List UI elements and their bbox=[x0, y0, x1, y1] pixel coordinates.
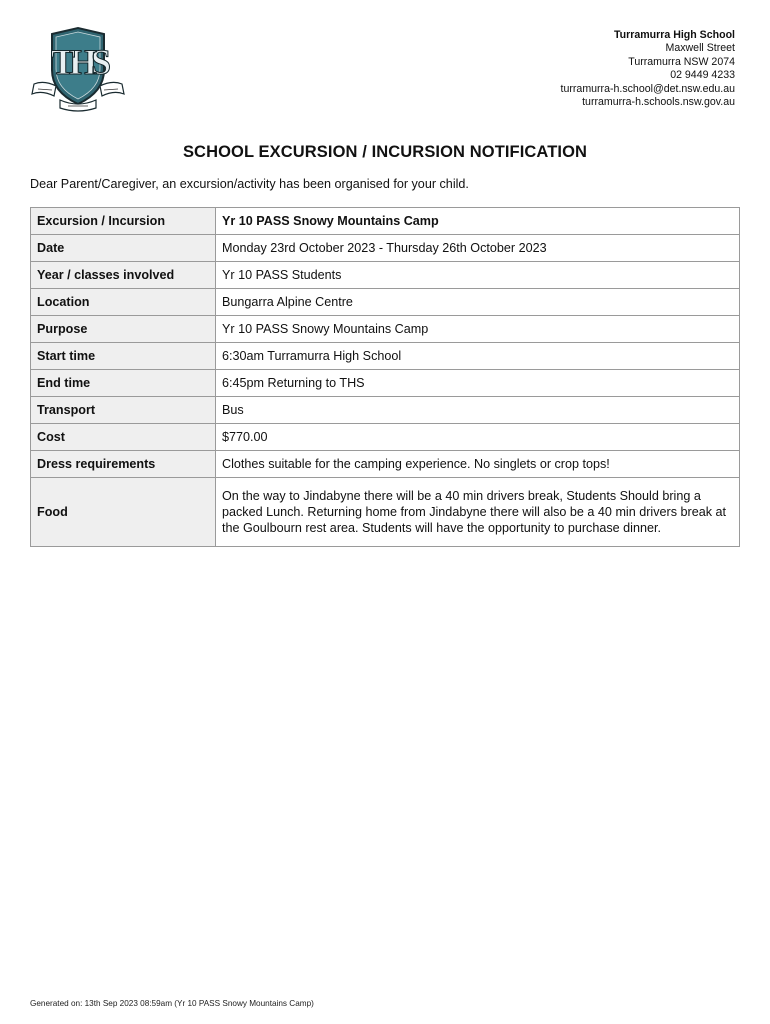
generated-footer: Generated on: 13th Sep 2023 08:59am (Yr 10 PASS Snowy Mountains Camp) bbox=[30, 999, 314, 1008]
row-label: Date bbox=[31, 235, 216, 262]
school-crest-icon bbox=[30, 26, 126, 112]
intro-text: Dear Parent/Caregiver, an excursion/activity has been organised for your child. bbox=[30, 177, 469, 191]
row-label: Dress requirements bbox=[31, 451, 216, 478]
row-value: 6:45pm Returning to THS bbox=[216, 370, 740, 397]
row-label: Location bbox=[31, 289, 216, 316]
row-label: Excursion / Incursion bbox=[31, 208, 216, 235]
table-row bbox=[31, 397, 740, 424]
row-label: Purpose bbox=[31, 316, 216, 343]
row-value: Yr 10 PASS Snowy Mountains Camp bbox=[216, 316, 740, 343]
row-value: Yr 10 PASS Snowy Mountains Camp bbox=[216, 208, 740, 235]
table-row bbox=[31, 451, 740, 478]
school-address bbox=[561, 29, 735, 109]
school-crest-logo bbox=[30, 26, 126, 112]
table-row bbox=[31, 235, 740, 262]
table-row bbox=[31, 343, 740, 370]
row-label: Cost bbox=[31, 424, 216, 451]
row-value: Bungarra Alpine Centre bbox=[216, 289, 740, 316]
table-row bbox=[31, 316, 740, 343]
row-value: 6:30am Turramurra High School bbox=[216, 343, 740, 370]
table-row bbox=[31, 208, 740, 235]
school-website: turramurra-h.schools.nsw.gov.au bbox=[582, 96, 735, 109]
table-row bbox=[31, 424, 740, 451]
row-label: End time bbox=[31, 370, 216, 397]
row-value: Monday 23rd October 2023 - Thursday 26th October 2023 bbox=[216, 235, 740, 262]
school-suburb: Turramurra NSW 2074 bbox=[628, 55, 735, 68]
row-label: Food bbox=[31, 478, 216, 547]
table-row bbox=[31, 370, 740, 397]
table-row bbox=[31, 478, 740, 547]
row-label: Transport bbox=[31, 397, 216, 424]
table-row bbox=[31, 262, 740, 289]
excursion-details-table bbox=[30, 207, 740, 547]
table-row bbox=[31, 289, 740, 316]
row-value: Clothes suitable for the camping experience. No singlets or crop tops! bbox=[216, 451, 740, 478]
row-value: On the way to Jindabyne there will be a 40 min drivers break, Students Should bring a packed Lunch. Returning home from Jindabyne there will also be a 40 min drivers break at the Goulbourn rest area. Students will have the opportunity to purchase dinner. bbox=[216, 478, 740, 547]
school-name: Turramurra High School bbox=[613, 29, 735, 41]
school-street: Maxwell Street bbox=[665, 42, 735, 55]
svg-text:THS: THS bbox=[50, 42, 106, 82]
row-value: $770.00 bbox=[216, 424, 740, 451]
school-email: turramurra-h.school@det.nsw.edu.au bbox=[560, 82, 735, 95]
school-phone: 02 9449 4233 bbox=[670, 69, 735, 82]
document-title: SCHOOL EXCURSION / INCURSION NOTIFICATION bbox=[182, 143, 588, 161]
row-label: Start time bbox=[31, 343, 216, 370]
row-value: Yr 10 PASS Students bbox=[216, 262, 740, 289]
row-label: Year / classes involved bbox=[31, 262, 216, 289]
row-value: Bus bbox=[216, 397, 740, 424]
